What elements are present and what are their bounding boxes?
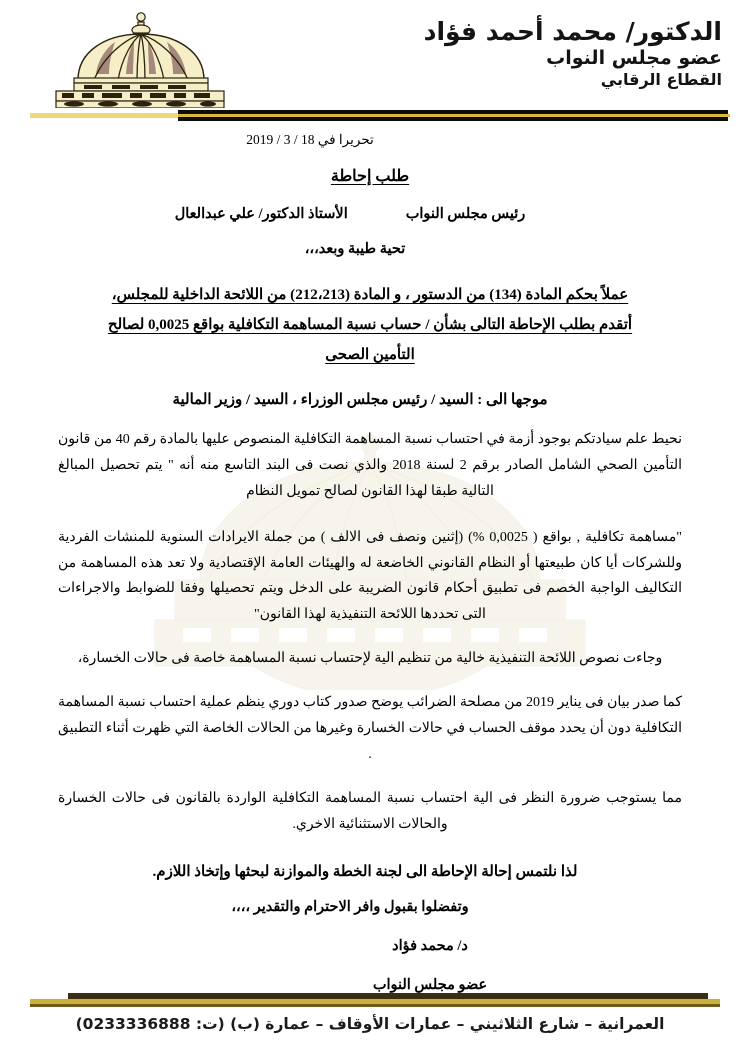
body-paragraph-3: وجاءت نصوص اللائحة التنفيذية خالية من تنظيم الية لإحتساب نسبة المساهمة خاصة فى حالات الخسارة، (77, 651, 663, 667)
legal-basis-line-3: التأمين الصحى (325, 347, 415, 363)
footer-divider (0, 993, 740, 1007)
parliament-dome-icon (52, 8, 230, 108)
letterhead-text (424, 18, 722, 89)
addressee-row (58, 206, 682, 223)
regards-line: وتفضلوا بقبول وافر الاحترام والتقدير ،،،، (231, 898, 469, 915)
footer-divider-gold-shadow (30, 1004, 720, 1007)
document-body (0, 132, 740, 994)
request-line: لذا نلتمس إحالة الإحاطة الى لجنة الخطة والموازنة لبحثها وإتخاذ اللازم. (152, 863, 578, 880)
addressee-name: الأستاذ الدكتور/ علي عبدالعال (174, 206, 348, 222)
signature-role: عضو مجلس النواب (372, 976, 488, 993)
greeting-line: تحية طيبة وبعد،،، (304, 241, 406, 257)
page-title: طلب إحاطة (330, 168, 410, 185)
legal-basis-line-1: عملاً بحكم المادة (134) من الدستور ، و المادة (212،213) من اللائحة الداخلية للمجلس، (111, 287, 629, 303)
legal-basis-block (58, 280, 682, 370)
body-paragraph-5: مما يستوجب ضرورة النظر فى الية احتساب نسبة المساهمة التكافلية الواردة بالقانون فى حالات الخسارة والحالات الاستثنائية الاخري. (58, 790, 682, 832)
letterhead-sector: القطاع الرقابي (600, 70, 722, 90)
legal-basis-line-2: أتقدم بطلب الإحاطة التالى بشأن / حساب نسبة المساهمة التكافلية بواقع 0,0025 لصالح (107, 317, 633, 333)
header-divider-gold-stripe (178, 114, 730, 117)
letterhead-name: الدكتور/ محمد أحمد فؤاد (423, 17, 722, 46)
body-paragraph-4: كما صدر بيان فى يناير 2019 من مصلحة الضرائب يوضح صدور كتاب دوري ينظم عملية احتساب نسبة المساهمة التكافلية دون أن يحدد موقف الحساب في حالات الخسارة وغيرها من الحالات الخاصة التي ظهرت أثناء التطبيق . (58, 695, 682, 762)
letterhead-role: عضو مجلس النواب (546, 47, 722, 69)
date-line: تحريرا في 18 / 3 / 2019 (246, 132, 374, 147)
body-paragraph-2: "مساهمة تكافلية , بواقع ( 0,0025 %) (إثنين ونصف فى الالف ) من جملة الايرادات السنوية للمنشات الفردية وللشركات أيا كان طبيعتها أو النظام القانوني الخاضعة له والهيئات العامة الإقتصادية ولا تعد هذه المساهمة من التكاليف الواجبة الخصم فى تطبيق أحكام قانون الضريبة على الدخل ويتم تحصيلها وفقا للضوابط والاجراءات التى تحددها اللائحة التنفيذية لهذا القانون" (58, 529, 682, 623)
footer-address: العمرانية – شارع الثلاثيني – عمارات الأوقاف – عمارة (ب) (ت: 0233336888) (75, 1015, 665, 1033)
addressee-title: رئيس مجلس النواب (405, 206, 526, 222)
header-divider (0, 108, 740, 124)
body-paragraph-1: نحيط علم سيادتكم بوجود أزمة في احتساب نسبة المساهمة التكافلية المنصوص عليها بالمادة رقم 40 من قانون التأمين الصحي الشامل الصادر برقم 2 لسنة 2018 والذي نصت فى البند التاسع منه أنه " يتم تحصيل المبالغ التالية طبقا لهذا القانون لصالح تمويل النظام (58, 432, 682, 499)
footer (0, 993, 740, 1047)
letterhead (0, 0, 740, 118)
directed-to-line: موجها الى : السيد / رئيس مجلس الوزراء ، السيد / وزير المالية (172, 392, 548, 408)
signature-name: د/ محمد فؤاد (392, 937, 468, 954)
